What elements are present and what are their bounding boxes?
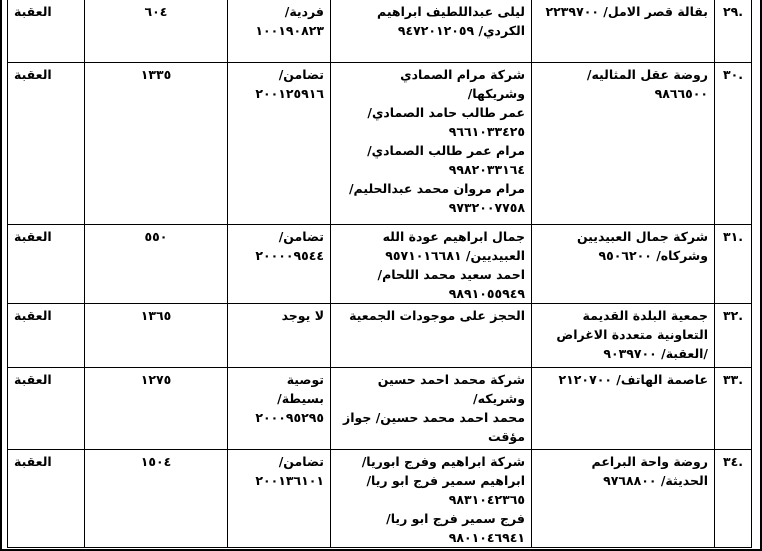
partner-line: الحجز على موجودات الجمعية: [349, 307, 525, 323]
company-type-line: تضامن/: [278, 66, 324, 82]
business-name-line: روضة واحة البراعم: [591, 453, 708, 469]
partners: [331, 367, 532, 449]
business-name: [532, 62, 715, 224]
capital: ١٣٣٥: [85, 62, 228, 224]
business-name-line: الحديثة/ ٩٧٦٨٨٠٠: [603, 472, 708, 488]
business-name: [532, 303, 715, 367]
partner-line: عمر طالب حامد الصمادي/: [367, 104, 525, 120]
company-type-line: ٢٠٠٠٠٩٥٤٤: [255, 247, 324, 263]
partner-line: وشريكه/: [473, 390, 525, 406]
business-name-line: التعاونية متعددة الاغراض: [556, 326, 708, 342]
row-number: .٢٩: [715, 0, 752, 62]
partner-line: ليلى عبداللطيف ابراهيم: [377, 4, 525, 19]
partner-line: ٩٧٣٢٠٠٧٧٥٨: [448, 199, 525, 215]
company-type-line: ١٠٠١٩٠٨٢٣: [255, 23, 324, 38]
partner-line: ٩٨٩١٠٥٥٩٤٩: [448, 285, 525, 301]
table-row: [8, 224, 752, 303]
partner-line: جمال ابراهيم عودة الله: [382, 228, 525, 244]
partner-line: ٩٨٣١٠٤٢٣٦٥: [448, 491, 525, 507]
partner-line: شركة محمد احمد حسين: [377, 371, 525, 387]
row-number: .٣٠: [715, 62, 752, 224]
partner-line: ابراهيم سمير فرج ابو ريا/: [366, 472, 525, 488]
partners: [331, 224, 532, 303]
partners: [331, 449, 532, 547]
city: العقبة: [8, 62, 85, 224]
company-type: [228, 303, 331, 367]
partner-line: مرام عمر طالب الصمادي/: [367, 142, 525, 158]
partners: [331, 0, 532, 62]
capital: ٥٥٠: [85, 224, 228, 303]
partner-line: شركة مرام الصمادي: [400, 66, 525, 82]
company-type-line: توصية: [286, 371, 324, 387]
business-name-line: عاصمة الهاتف/ ٢١٢٠٧٠٠: [558, 371, 708, 387]
city: العقبة: [8, 303, 85, 367]
partner-line: وشريكها/: [467, 85, 525, 101]
partners: [331, 303, 532, 367]
partner-line: محمد احمد محمد حسين/ جواز: [343, 409, 525, 425]
company-type: [228, 449, 331, 547]
table-row: [8, 449, 752, 547]
company-type-line: ٢٠٠١٢٥٩١٦: [255, 85, 324, 101]
capital: ١٥٠٤: [85, 449, 228, 547]
city: العقبة: [8, 0, 85, 62]
city: العقبة: [8, 449, 85, 547]
company-type-line: بسيطة/: [277, 390, 324, 406]
capital: ٦٠٤: [85, 0, 228, 62]
partner-line: احمد سعيد محمد اللحام/: [377, 266, 525, 282]
table-row: [8, 303, 752, 367]
partners: [331, 62, 532, 224]
company-type-line: فردية/: [284, 4, 324, 19]
business-name-line: شركة جمال العبيديين: [576, 228, 708, 244]
table-row: [8, 367, 752, 449]
partner-line: مرام مروان محمد عبدالحليم/: [348, 180, 525, 196]
partner-line: فرج سمير فرج ابو ريا/ ٩٨٠١٠٤٦٩٤١: [386, 510, 525, 545]
company-type-line: تضامن/: [278, 228, 324, 244]
table-row: [8, 0, 752, 62]
company-type: [228, 62, 331, 224]
business-name: [532, 224, 715, 303]
row-number: .٣٤: [715, 449, 752, 547]
company-type-line: لا يوجد: [281, 307, 324, 323]
business-name-line: /العقبة/ ٩٠٣٩٧٠٠: [603, 345, 708, 361]
business-name: [532, 0, 715, 62]
partner-line: شركة ابراهيم وفرج ابوريا/: [361, 453, 525, 469]
business-name: [532, 449, 715, 547]
capital: ١٢٧٥: [85, 367, 228, 449]
city: العقبة: [8, 224, 85, 303]
company-type: [228, 224, 331, 303]
company-type: [228, 0, 331, 62]
partner-line: الكردي/ ٩٤٧٢٠١٢٠٥٩: [397, 23, 525, 38]
partner-line: ٩٦٦١٠٣٣٤٢٥: [448, 123, 525, 139]
table-row: [8, 62, 752, 224]
row-number: .٣٣: [715, 367, 752, 449]
row-number: .٣١: [715, 224, 752, 303]
partner-line: مؤقت: [488, 428, 525, 444]
company-type: [228, 367, 331, 449]
row-number: .٣٢: [715, 303, 752, 367]
business-name-line: وشركاه/ ٩٥٠٦٢٠٠: [598, 247, 708, 263]
business-name: [532, 367, 715, 449]
records-table: [7, 0, 752, 548]
business-name-line: روضة عقل المثاليه/ ٩٨٦٦٥٠٠: [586, 66, 708, 101]
company-type-line: تضامن/: [278, 453, 324, 469]
partner-line: العبيديين/ ٩٥٧١٠١٦٦٨١: [385, 247, 525, 263]
business-name-line: بقالة قصر الامل/ ٢٢٣٩٧٠٠: [545, 4, 708, 19]
capital: ١٣٦٥: [85, 303, 228, 367]
business-name-line: جمعية البلدة القديمة: [582, 307, 708, 323]
city: العقبة: [8, 367, 85, 449]
company-type-line: ٢٠٠٠٩٥٢٩٥: [255, 409, 324, 425]
company-type-line: ٢٠٠١٣٦١٠١: [255, 472, 324, 488]
partner-line: ٩٩٨٢٠٣٣١٦٤: [448, 161, 525, 177]
